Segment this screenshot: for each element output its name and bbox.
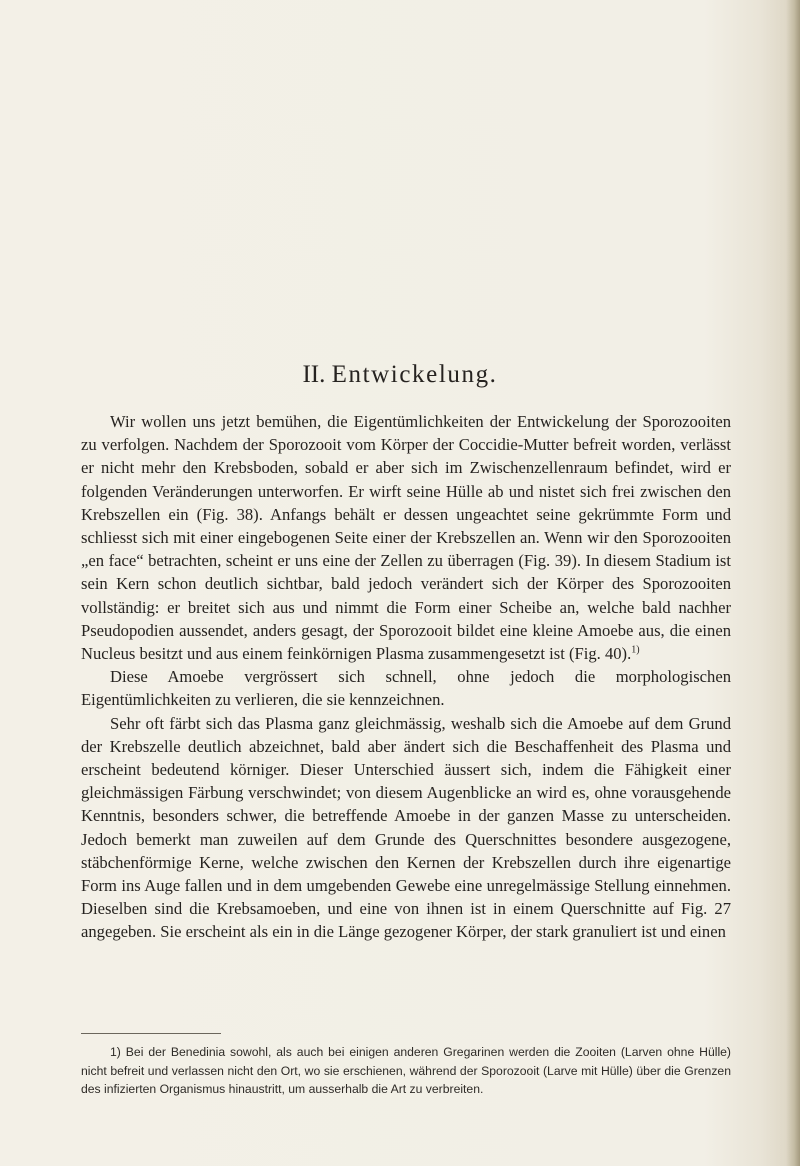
footnote-rule [81,1033,221,1034]
paragraph-2: Diese Amoebe vergrössert sich schnell, ohne jedoch die morphologischen Eigentümlichkeiten zu verlieren, die sie kennzeichnen. [81,667,731,710]
footnote-text: Bei der Benedinia sowohl, als auch bei einigen anderen Gregarinen werden die Zooiten (Larven ohne Hülle) nicht befreit und verlassen nicht den Ort, wo sie erschienen, während der Sporozooit (Larve mit Hülle) über die Grenzen des infizierten Organismus hinaustritt, um ausserhalb die Art zu verbreiten. [81,1045,731,1096]
body-text [81,410,731,944]
footnote-number: 1) [110,1045,121,1059]
chapter-title: Entwickelung. [331,361,498,388]
footnote [81,1043,731,1099]
paragraph-1-text: Wir wollen uns jetzt bemühen, die Eigentümlichkeiten der Entwickelung der Sporozooiten zu verfolgen. Nachdem der Sporozooit vom Körper der Coccidie-Mutter befreit worden, verlässt er nicht mehr den Krebsboden, sobald er aber sich im Zwischenzellenraum befindet, wird er folgenden Veränderungen unterworfen. Er wirft seine Hülle ab und nistet sich frei zwischen den Krebszellen ein (Fig. 38). Anfangs behält er dessen ungeachtet seine gekrümmte Form und schliesst sich mit einer eingebogenen Seite einer der Krebszellen an. Wenn wir den Sporozooiten „en face“ betrachten, scheint er uns eine der Zellen zu überragen (Fig. 39). In diesem Stadium ist sein Kern schon deutlich sichtbar, bald jedoch verändert sich der Körper des Sporozooiten vollständig: er breitet sich aus und nimmt die Form einer Scheibe an, welche bald nachher Pseudopodien aussendet, anders gesagt, der Sporozooit bildet eine kleine Amoebe aus, die einen Nucleus besitzt und aus einem feinkörnigen Plasma zusammengesetzt ist (Fig. 40). [81,412,731,664]
chapter-heading [0,360,800,390]
paragraph-1 [81,410,731,665]
footnote-marker: 1) [631,644,640,656]
chapter-number: II. [302,361,326,388]
page-edge-shadow [786,0,800,1166]
paragraph-3: Sehr oft färbt sich das Plasma ganz gleichmässig, weshalb sich die Amoebe auf dem Grund der Krebszelle deutlich abzeichnet, bald aber ändert sich die Beschaffenheit des Plasma und erscheint bedeutend körniger. Dieser Unterschied äussert sich, indem die Fähigkeit einer gleichmässigen Färbung verschwindet; von diesem Augenblicke an wird es, ohne vorausgehende Kenntnis, besonders schwer, die betreffende Amoebe in der ganzen Masse zu unterscheiden. Jedoch bemerkt man zuweilen auf dem Grunde des Querschnittes besondere ausgezogene, stäbchenförmige Kerne, welche zwischen den Kernen der Krebszellen durch ihre eigenartige Form ins Auge fallen und in dem umgebenden Gewebe eine unregelmässige Stellung einnehmen. Dieselben sind die Krebsamoeben, und eine von ihnen ist in einem Querschnitte auf Fig. 27 angegeben. Sie erscheint als ein in die Länge gezogener Körper, der stark granuliert ist und einen [81,713,731,942]
